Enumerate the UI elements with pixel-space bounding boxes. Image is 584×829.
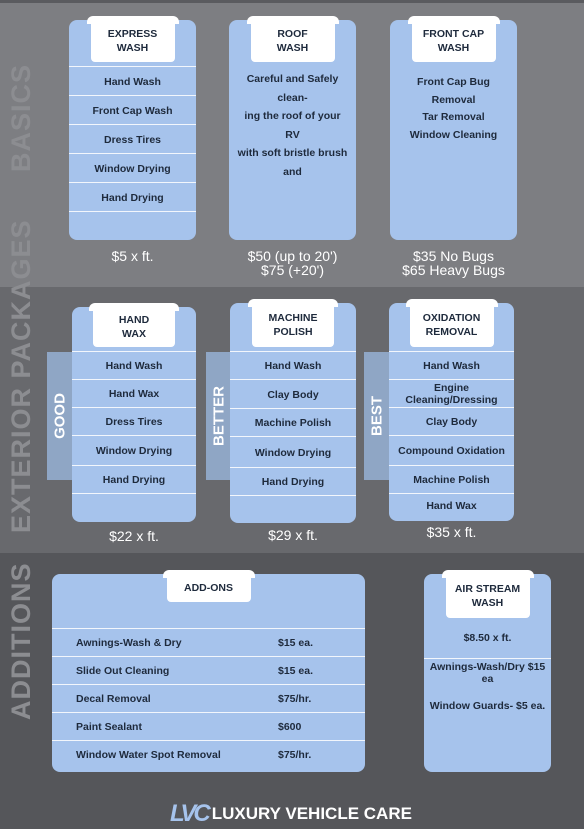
empty-row [69,211,196,241]
description-line: Window Cleaning [409,128,498,141]
tier-good-tab [47,352,73,480]
price-line: $65 Heavy Bugs [402,262,505,278]
card-description [398,74,509,144]
additions-section-title: ADDITIONS [6,562,36,720]
description-line: and [283,165,302,178]
list-item: Hand Wash [72,351,196,380]
front-cap-wash-card[interactable] [390,20,517,240]
card-header [252,303,334,347]
list-item: Window Guards- $5 ea. [429,700,546,712]
price-line: $50 (up to 20') [247,248,338,264]
list-item: $8.50 x ft. [463,632,512,644]
card-title: ADD-ONS [184,581,233,594]
description-line: Careful and Safely clean- [246,73,339,104]
card-title: EXPRESS [107,27,158,40]
empty-row [72,493,196,523]
price-label [229,249,356,277]
list-item: Engine Cleaning/Dressing [389,379,514,408]
card-header [410,303,494,347]
card-title: MACHINE [268,311,318,324]
price-line: $35 No Bugs [413,248,494,264]
brand-name: LUXURY VEHICLE CARE [211,804,412,823]
price-label: $35 x ft. [426,524,477,540]
table-row [52,712,365,741]
price-label [390,249,517,277]
list-item: Front Cap Wash [69,95,196,125]
addon-name: Paint Sealant [76,721,142,733]
list-item: Hand Wash [230,351,356,380]
list-item: Window Drying [69,153,196,183]
card-header [91,20,175,62]
card-title: WASH [471,597,504,609]
table-row [52,740,365,769]
card-description [237,70,348,181]
addon-price: $75/hr. [278,749,312,761]
card-title: FRONT CAP [422,27,485,40]
card-title: ROOF [277,27,308,40]
tier-label: GOOD [51,393,69,439]
card-header [446,574,530,618]
list-item: Compound Oxidation [389,435,514,466]
card-header [412,20,496,62]
card-title: HAND [118,313,150,326]
card-title: WAX [122,328,146,340]
list-item: Window Drying [230,436,356,468]
roof-wash-card[interactable] [229,20,356,240]
card-title: AIR STREAM [454,582,521,595]
list-item: Awnings-Wash/Dry $15 ea [424,658,551,687]
tier-label: BEST [368,395,386,437]
card-header [93,307,175,347]
exterior-section-title: EXTERIOR PACKAGES [6,219,36,533]
card-header [167,574,251,602]
list-item: Dress Tires [69,124,196,154]
description-line: Front Cap Bug Removal [417,76,490,106]
addon-name: Window Water Spot Removal [76,749,221,761]
list-item: Machine Polish [230,408,356,437]
lvc-logo-mark: LVC [170,800,208,827]
list-item: Hand Wax [389,493,514,518]
brand-logo [170,800,412,828]
card-title: POLISH [273,326,313,338]
empty-row [230,495,356,524]
basics-section-title: BASICS [6,63,36,172]
list-item: Hand Wash [69,66,196,96]
card-title: OXIDATION [422,311,481,324]
table-row [52,684,365,713]
list-item: Hand Wax [72,379,196,408]
tier-label: BETTER [210,386,228,446]
list-item: Machine Polish [389,465,514,494]
addon-price: $15 ea. [278,665,314,677]
price-label: $22 x ft. [109,528,159,544]
tier-better-tab [206,352,232,480]
card-title: REMOVAL [425,326,478,338]
list-item: Hand Drying [69,182,196,212]
card-title: WASH [437,42,470,54]
price-label: $5 x ft. [111,248,154,264]
table-row [52,656,365,685]
list-item: Window Drying [72,435,196,466]
list-item: Hand Drying [230,467,356,496]
machine-polish-card[interactable] [230,303,356,523]
card-header [251,20,335,62]
list-item: Hand Drying [72,465,196,494]
list-item: Clay Body [389,407,514,436]
addon-name: Decal Removal [76,693,151,705]
card-title: WASH [116,42,149,54]
addon-name: Slide Out Cleaning [76,665,170,677]
express-wash-card[interactable] [69,20,196,240]
list-item: Hand Wash [389,351,514,380]
list-item: Clay Body [230,379,356,409]
list-item: Dress Tires [72,407,196,436]
oxidation-removal-card[interactable] [389,303,514,521]
addon-price: $15 ea. [278,637,314,649]
tier-best-tab [364,352,390,480]
add-ons-card[interactable] [52,574,365,772]
addon-price: $600 [278,721,302,733]
card-title: WASH [276,42,309,54]
addon-name: Awnings-Wash & Dry [76,637,182,649]
description-line: Tar Removal [422,111,485,123]
air-stream-wash-card[interactable] [424,574,551,772]
table-row [52,628,365,657]
addon-price: $75/hr. [278,693,312,705]
description-line: with soft bristle brush [237,147,348,159]
price-line: $75 (+20') [261,262,324,278]
price-label: $29 x ft. [268,527,318,543]
hand-wax-card[interactable] [72,307,196,522]
description-line: ing the roof of your RV [244,110,341,141]
